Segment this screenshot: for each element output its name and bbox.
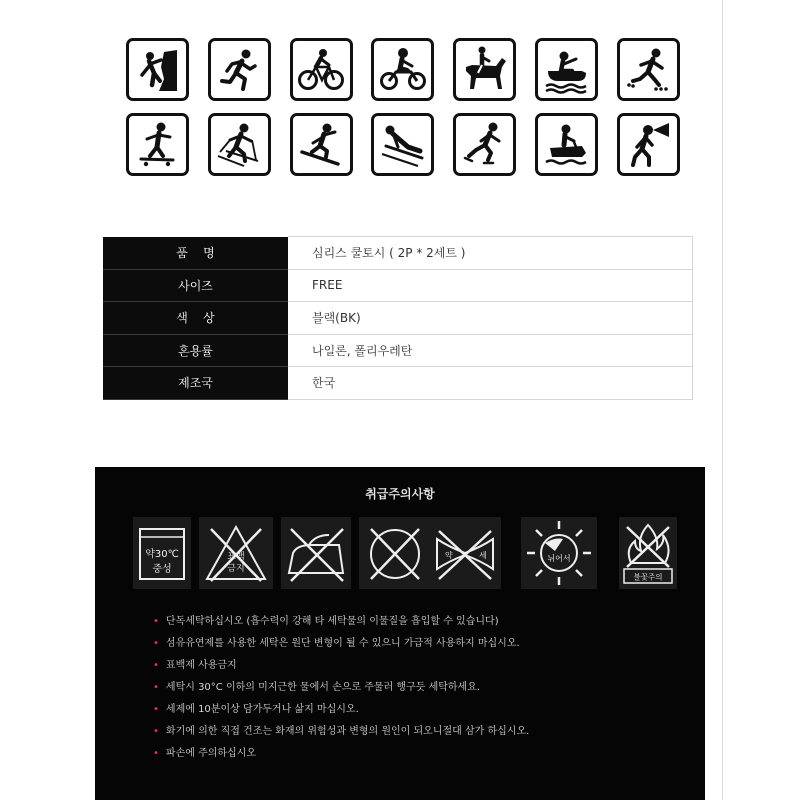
care-note-text: 화기에 의한 직접 건조는 화재의 위험성과 변형의 원인이 되오니절대 삼가 하십시오. bbox=[165, 726, 530, 737]
care-symbols-row bbox=[133, 517, 695, 589]
no-iron-icon bbox=[281, 517, 351, 589]
sports-icon-row-1 bbox=[126, 38, 680, 101]
wash-temp-label: 약30℃ bbox=[145, 549, 179, 560]
care-note-text: 파손에 주의하십시오 bbox=[165, 748, 257, 759]
care-note-text: 섬유유연제를 사용한 세탁은 원단 변형이 될 수 있으니 가급적 사용하지 마십시오. bbox=[165, 638, 520, 649]
spec-value-name: 심리스 쿨토시 ( 2P * 2세트 ) bbox=[288, 237, 693, 270]
bleach-label-1: 표백 bbox=[227, 552, 245, 562]
spec-label-size: 사이즈 bbox=[103, 269, 288, 302]
climbing-icon bbox=[126, 38, 189, 101]
bullet-icon: • bbox=[153, 660, 159, 671]
spec-value-size: FREE bbox=[288, 269, 693, 302]
wash-neutral-label: 중성 bbox=[152, 564, 172, 575]
spec-label-name: 품 명 bbox=[103, 237, 288, 270]
care-instructions-panel bbox=[95, 467, 705, 800]
cross-country-skiing-icon bbox=[208, 113, 271, 176]
jet-ski-icon bbox=[535, 113, 598, 176]
flame-warning-icon bbox=[619, 517, 677, 589]
running-icon bbox=[208, 38, 271, 101]
headlamp-hiking-icon bbox=[617, 113, 680, 176]
table-row bbox=[103, 302, 693, 335]
table-row bbox=[103, 334, 693, 367]
table-row bbox=[103, 237, 693, 270]
product-spec-table bbox=[103, 236, 693, 400]
bullet-icon: • bbox=[153, 682, 159, 693]
bullet-icon: • bbox=[153, 616, 159, 627]
care-title: 취급주의사항 bbox=[365, 487, 435, 501]
spec-label-origin: 제조국 bbox=[103, 367, 288, 400]
sports-icon-row-2 bbox=[126, 113, 680, 176]
no-dryclean-icon bbox=[359, 517, 431, 589]
list-item bbox=[153, 637, 529, 659]
spec-value-material: 나일론, 폴리우레탄 bbox=[288, 334, 693, 367]
bullet-icon: • bbox=[153, 726, 159, 737]
snowboarding-icon bbox=[290, 113, 353, 176]
list-item bbox=[153, 747, 529, 769]
no-wringing-icon bbox=[429, 517, 501, 589]
list-item bbox=[153, 725, 529, 747]
spec-label-color: 색 상 bbox=[103, 302, 288, 335]
horse-riding-icon bbox=[453, 38, 516, 101]
bullet-icon: • bbox=[153, 704, 159, 715]
care-note-text: 세탁시 30°C 이하의 미지근한 물에서 손으로 주물러 행구듯 세탁하세요. bbox=[165, 682, 481, 693]
skateboarding-icon bbox=[126, 113, 189, 176]
sledding-icon bbox=[371, 113, 434, 176]
list-item bbox=[153, 615, 529, 637]
bullet-icon: • bbox=[153, 638, 159, 649]
bleach-label-2: 금지 bbox=[227, 564, 245, 574]
spec-value-origin: 한국 bbox=[288, 367, 693, 400]
bullet-icon: • bbox=[153, 748, 159, 759]
wring-label-left: 약 bbox=[445, 551, 453, 560]
wash-30c-neutral-icon bbox=[133, 517, 191, 589]
list-item bbox=[153, 703, 529, 725]
sun-dry-flat-icon bbox=[521, 517, 597, 589]
flame-warning-label: 불꽃주의 bbox=[633, 572, 663, 582]
ice-skating-icon bbox=[453, 113, 516, 176]
list-item bbox=[153, 681, 529, 703]
care-note-text: 표백제 사용금지 bbox=[165, 660, 237, 671]
table-row bbox=[103, 367, 693, 400]
page-edge-divider bbox=[722, 0, 723, 800]
cycling-icon bbox=[290, 38, 353, 101]
sports-icon-grid bbox=[126, 38, 680, 188]
spec-label-material: 혼용률 bbox=[103, 334, 288, 367]
inline-skating-icon bbox=[617, 38, 680, 101]
no-bleach-icon bbox=[199, 517, 273, 589]
care-notes-list bbox=[153, 615, 529, 769]
care-note-text: 단독세탁하십시오 (흡수력이 강해 타 세탁물의 이물질을 흡입할 수 있습니다) bbox=[165, 616, 499, 627]
care-note-text: 세제에 10분이상 담가두거나 삶지 마십시오. bbox=[165, 704, 359, 715]
motocross-icon bbox=[371, 38, 434, 101]
spec-value-color: 블랙(BK) bbox=[288, 302, 693, 335]
table-row bbox=[103, 269, 693, 302]
wring-label-right: 세 bbox=[479, 551, 487, 560]
list-item bbox=[153, 659, 529, 681]
rafting-icon bbox=[535, 38, 598, 101]
sun-dry-label: 뉘어서 bbox=[547, 554, 571, 563]
